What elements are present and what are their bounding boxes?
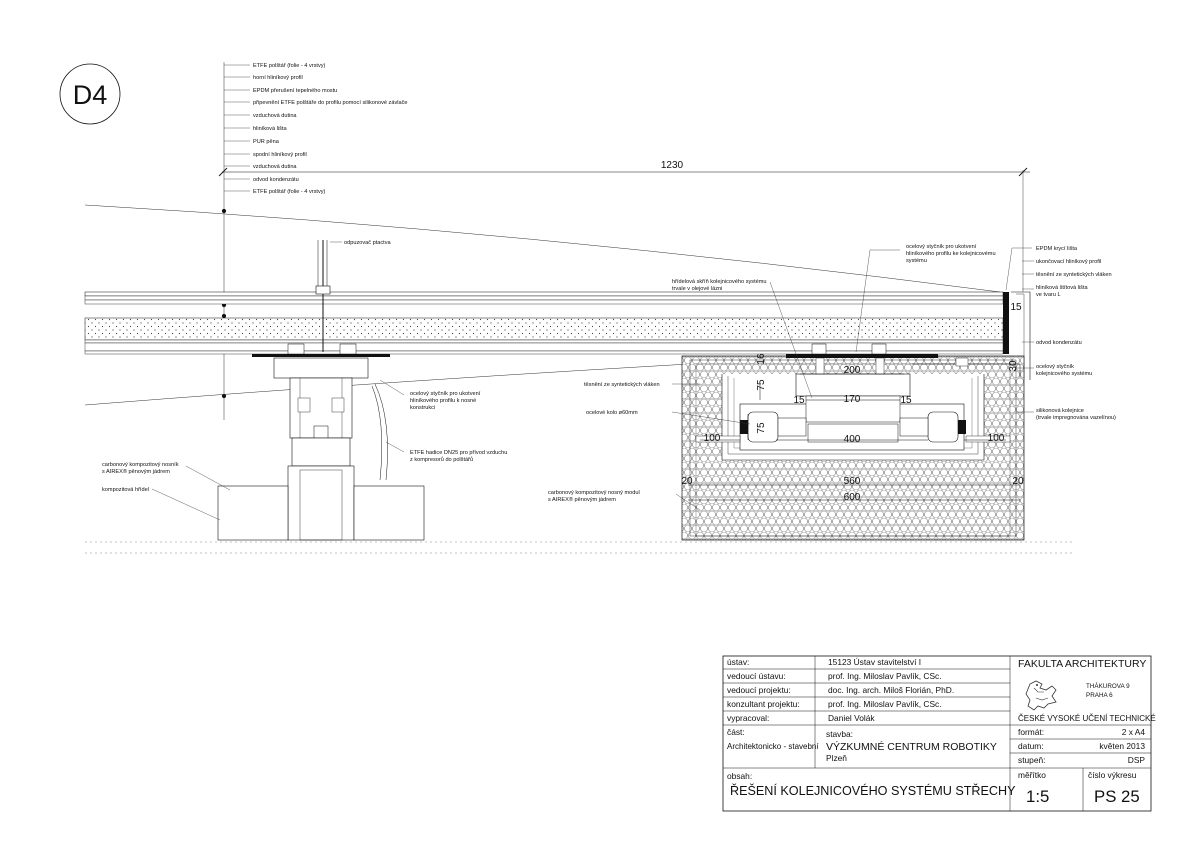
dim-600: 600 [843, 492, 861, 503]
label-carbon-modul: carbonový kompozitový nosný modul [548, 490, 640, 496]
obsah-label: obsah: [727, 771, 753, 781]
ground-line [85, 542, 1075, 553]
dim-400: 400 [843, 434, 861, 445]
dim-15-right: 15 [1010, 302, 1022, 313]
stavba-value: VÝZKUMNÉ CENTRUM ROBOTIKY [826, 741, 997, 753]
dim-15-mid: 15 [900, 395, 912, 406]
layer-label: PUR pěna [253, 139, 279, 145]
detail-label: D4 [72, 80, 108, 110]
misto: Plzeň [826, 753, 847, 763]
title-block [723, 656, 1156, 811]
label-ocel-styk-3: konstrukci [410, 405, 436, 411]
format-value: 2 x A4 [1121, 727, 1145, 737]
datum-label: datum: [1018, 741, 1044, 751]
label-silikon: silikonová kolejnice [1036, 408, 1084, 414]
vedouci-projektu-label: vedoucí projektu: [727, 685, 791, 695]
vedouci-projektu-value: doc. Ing. arch. Miloš Florián, PhD. [828, 685, 955, 695]
dim-30: 30 [1008, 360, 1019, 372]
left-support [218, 240, 424, 540]
label-epdm-lista: EPDM krycí lišta [1036, 246, 1078, 252]
layer-label: horní hliníkový profil [253, 75, 303, 81]
label-kolo: ocelové kolo ø60mm [586, 410, 638, 416]
konzultant-label: konzultant projektu: [727, 699, 800, 709]
stupen-value: DSP [1127, 755, 1145, 765]
layer-label: odvod kondenzátu [253, 177, 299, 183]
label-hlin-stit-2: ve tvaru L [1036, 292, 1061, 298]
dim-200: 200 [843, 365, 861, 376]
ustav-value: 15123 Ústav stavitelství I [828, 657, 922, 667]
layer-label: ETFE polštář (folie - 4 vrstvy) [253, 63, 326, 69]
vedouci-ustavu-value: prof. Ing. Miloslav Pavlík, CSc. [828, 671, 942, 681]
label-hridel-skrin-2: trvale v olejové lázni [672, 286, 723, 292]
layer-label: vzduchová dutina [253, 164, 297, 170]
label-carbon-nosnik-2: s AIREX® pěnovým jádrem [102, 469, 170, 475]
label-ocel-styk-2: hliníkového profilu k nosné [410, 398, 477, 404]
dimension-1230: 1230 [660, 160, 684, 171]
detail-marker [60, 64, 120, 124]
dim-75-side: 75 [756, 422, 767, 434]
dim-15-left: 15 [793, 395, 805, 406]
dim-100-right: 100 [987, 433, 1005, 444]
vedouci-ustavu-label: vedoucí ústavu: [727, 671, 786, 681]
dim-100-left: 100 [703, 433, 721, 444]
dim-20-left: 20 [681, 476, 693, 487]
datum-value: květen 2013 [1099, 741, 1145, 751]
meritko-value: 1:5 [1026, 787, 1050, 806]
format-label: formát: [1018, 727, 1045, 737]
label-etfe-hadice: ETFE hadice DN25 pro přívod vzduchu [410, 450, 508, 456]
dim-560: 560 [843, 476, 861, 487]
cislo-value: PS 25 [1094, 787, 1140, 806]
label-kompozit-hridel: kompozitová hřídel [102, 487, 149, 493]
layer-label: spodní hliníkový profil [253, 152, 307, 158]
cast-value: Architektonicko - stavební [727, 742, 819, 751]
stupen-label: stupeň: [1018, 755, 1046, 765]
label-ocel-styk-kolej: ocelový styčník pro ukotvení [906, 244, 977, 250]
dim-20-right: 20 [1012, 476, 1024, 487]
label-ukoncovaci: ukončovací hliníkový profil [1036, 259, 1102, 265]
dim-170: 170 [843, 394, 861, 405]
dimension-overall [219, 160, 1030, 292]
label-carbon-modul-2: s AIREX® pěnovým jádrem [548, 497, 616, 503]
label-odvod: odvod kondenzátu [1036, 340, 1082, 346]
stavba-label: stavba: [826, 729, 854, 739]
label-hlin-stit: hliníková štítová lišta [1036, 285, 1088, 291]
university-name: ČESKÉ VYSOKÉ UČENÍ TECHNICKÉ [1018, 714, 1156, 723]
obsah-value: ŘEŠENÍ KOLEJNICOVÉHO SYSTÉMU STŘECHY [730, 784, 1016, 798]
label-etfe-hadice-2: z kompresorů do polštářů [410, 457, 474, 463]
dim-16: 16 [756, 353, 767, 365]
etfe-cushion-top [85, 205, 1000, 292]
label-tesneni-right: těsnění ze syntetických vláken [1036, 272, 1112, 278]
label-silikon-2: (trvale impregnována vazelínou) [1036, 415, 1116, 421]
faculty-name: FAKULTA ARCHITEKTURY [1018, 658, 1147, 670]
label-hridel-skrin: hřídelová skříň kolejnicového systému [672, 279, 767, 285]
layer-label: vzduchová dutina [253, 113, 297, 119]
layer-label: připevnění ETFE polštáře do profilu pomocí silikonové závlače [253, 100, 408, 106]
layer-label: EPDM přerušení tepelného mostu [253, 88, 338, 94]
cvut-lion-logo [1026, 681, 1056, 710]
dim-75-top: 75 [756, 379, 767, 391]
ustav-label: ústav: [727, 657, 750, 667]
address-street: THÁKUROVA 9 [1086, 683, 1130, 690]
label-tesneni-left: těsnění ze syntetických vláken [584, 382, 660, 388]
vypracoval-label: vypracoval: [727, 713, 770, 723]
cislo-label: číslo výkresu [1088, 770, 1137, 780]
konzultant-value: prof. Ing. Miloslav Pavlík, CSc. [828, 699, 942, 709]
label-odpuzovac: odpuzovač ptactva [344, 240, 391, 246]
label-ocel-styk-sys-2: kolejnicového systému [1036, 371, 1093, 377]
label-ocel-styk-kolej-3: systému [906, 258, 927, 264]
label-ocel-styk-kolej-2: hliníkového profilu ke kolejnicovému [906, 251, 996, 257]
left-leaders [152, 242, 404, 520]
label-carbon-nosnik: carbonový kompozitový nosník [102, 462, 179, 468]
address-city: PRAHA 6 [1086, 692, 1113, 699]
vypracoval-value: Daniel Volák [828, 713, 875, 723]
layer-label: ETFE polštář (folie - 4 vrstvy) [253, 189, 326, 195]
cast-label: část: [727, 727, 745, 737]
meritko-label: měřítko [1018, 770, 1046, 780]
label-ocel-styk: ocelový styčník pro ukotvení [410, 391, 481, 397]
label-ocel-styk-sys: ocelový styčník [1036, 364, 1074, 370]
layer-label: hliníková lišta [253, 126, 287, 132]
